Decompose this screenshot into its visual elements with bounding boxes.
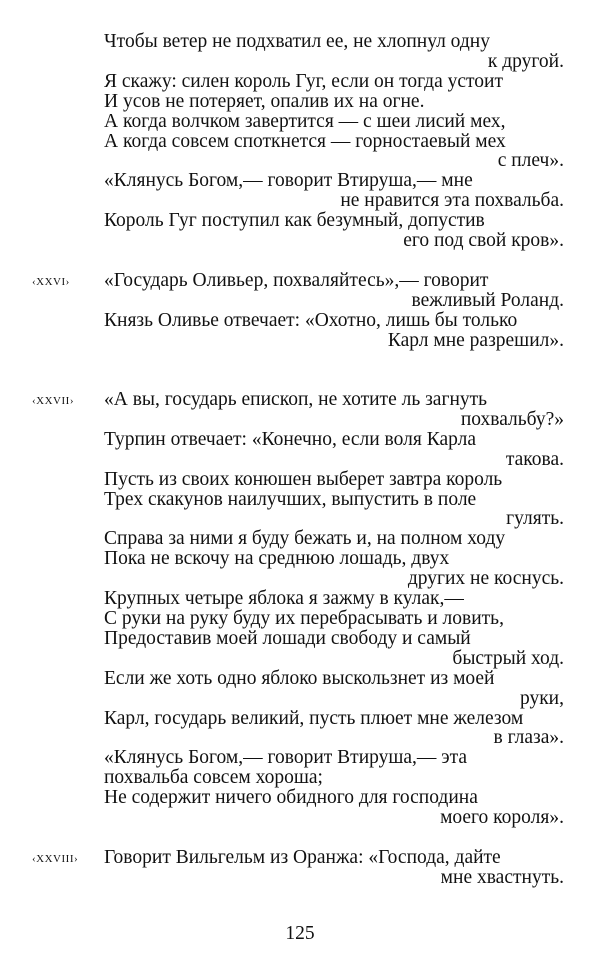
verse-line-continuation: Карл мне разрешил».: [387, 329, 564, 351]
verse-line-continuation: не нравится эта похвальба.: [340, 190, 564, 212]
verse-line: Говорит Вильгельм из Оранжа: «Господа, дайте: [104, 847, 501, 868]
verse-line-continuation: быстрый ход.: [452, 647, 564, 669]
stanza: [32, 389, 564, 829]
verse-line: «Государь Оливьер, похваляйтесь»,— говорит: [104, 270, 489, 291]
verse-line-continuation: похвальбу?»: [460, 408, 564, 430]
stanza: [32, 847, 564, 888]
verse-line: А когда волчком завертится — с шеи лисий мех,: [104, 110, 506, 132]
verse-line: «А вы, государь епископ, не хотите ль загнуть: [104, 389, 488, 410]
page-number: 125: [285, 923, 315, 944]
stanza: [104, 32, 564, 251]
stanza-number-marker: ‹XXVI›: [32, 276, 70, 288]
verse-line-continuation: в глаза».: [493, 727, 564, 749]
verse-line: Князь Оливье отвечает: «Охотно, лишь бы только: [104, 309, 518, 331]
verse-line: Карл, государь великий, пусть плюет мне железом: [104, 707, 524, 729]
stanza-number-marker: ‹XXVIII›: [32, 853, 79, 865]
verse-line: «Клянусь Богом,— говорит Втируша,— эта: [104, 747, 468, 769]
verse-line: Чтобы ветер не подхватил ее, не хлопнул одну: [104, 31, 490, 52]
verse-line: Турпин отвечает: «Конечно, если воля Карла: [104, 428, 476, 450]
verse-line: А когда совсем споткнется — горностаевый мех: [104, 130, 506, 152]
verse-line-continuation: такова.: [505, 448, 564, 470]
verse-line: Не содержит ничего обидного для господина: [104, 787, 478, 809]
verse-line-continuation: моего короля».: [440, 807, 564, 829]
verse-line: Крупных четыре яблока я зажму в кулак,—: [104, 588, 464, 610]
stanza: [32, 270, 564, 351]
verse-line: Если же хоть одно яблоко выскользнет из моей: [104, 667, 495, 689]
verse-line-continuation: гулять.: [506, 508, 564, 530]
verse-line: Я скажу: силен король Гуг, если он тогда устоит: [104, 70, 503, 92]
verse-line: Пока не вскочу на среднюю лошадь, двух: [104, 548, 450, 570]
stanza-number-marker: ‹XXVII›: [32, 395, 74, 407]
verse-line: И усов не потеряет, опалив их на огне.: [104, 90, 425, 112]
verse-line: С руки на руку буду их перебрасывать и ловить,: [104, 607, 504, 629]
verse-line-continuation: руки,: [519, 687, 564, 709]
verse-line-continuation: к другой.: [487, 50, 564, 72]
verse-line-continuation: его под свой кров».: [403, 230, 564, 252]
verse-line: Справа за ними я буду бежать и, на полном ходу: [104, 528, 506, 550]
verse-line: Король Гуг поступил как безумный, допустив: [104, 210, 485, 232]
verse-line: Трех скакунов наилучших, выпустить в поле: [104, 488, 477, 510]
verse-line: Предоставив моей лошади свободу и самый: [104, 627, 471, 649]
verse-line: Пусть из своих конюшен выберет завтра король: [104, 468, 503, 490]
verse-line-continuation: других не коснусь.: [407, 568, 564, 590]
verse-line: похвальба совсем хороша;: [104, 767, 323, 789]
verse-line-continuation: мне хвастнуть.: [440, 866, 564, 888]
verse-line-continuation: с плеч».: [497, 150, 564, 172]
verse-line-continuation: вежливый Роланд.: [411, 289, 564, 311]
verse-line: «Клянусь Богом,— говорит Втируша,— мне: [104, 170, 473, 192]
